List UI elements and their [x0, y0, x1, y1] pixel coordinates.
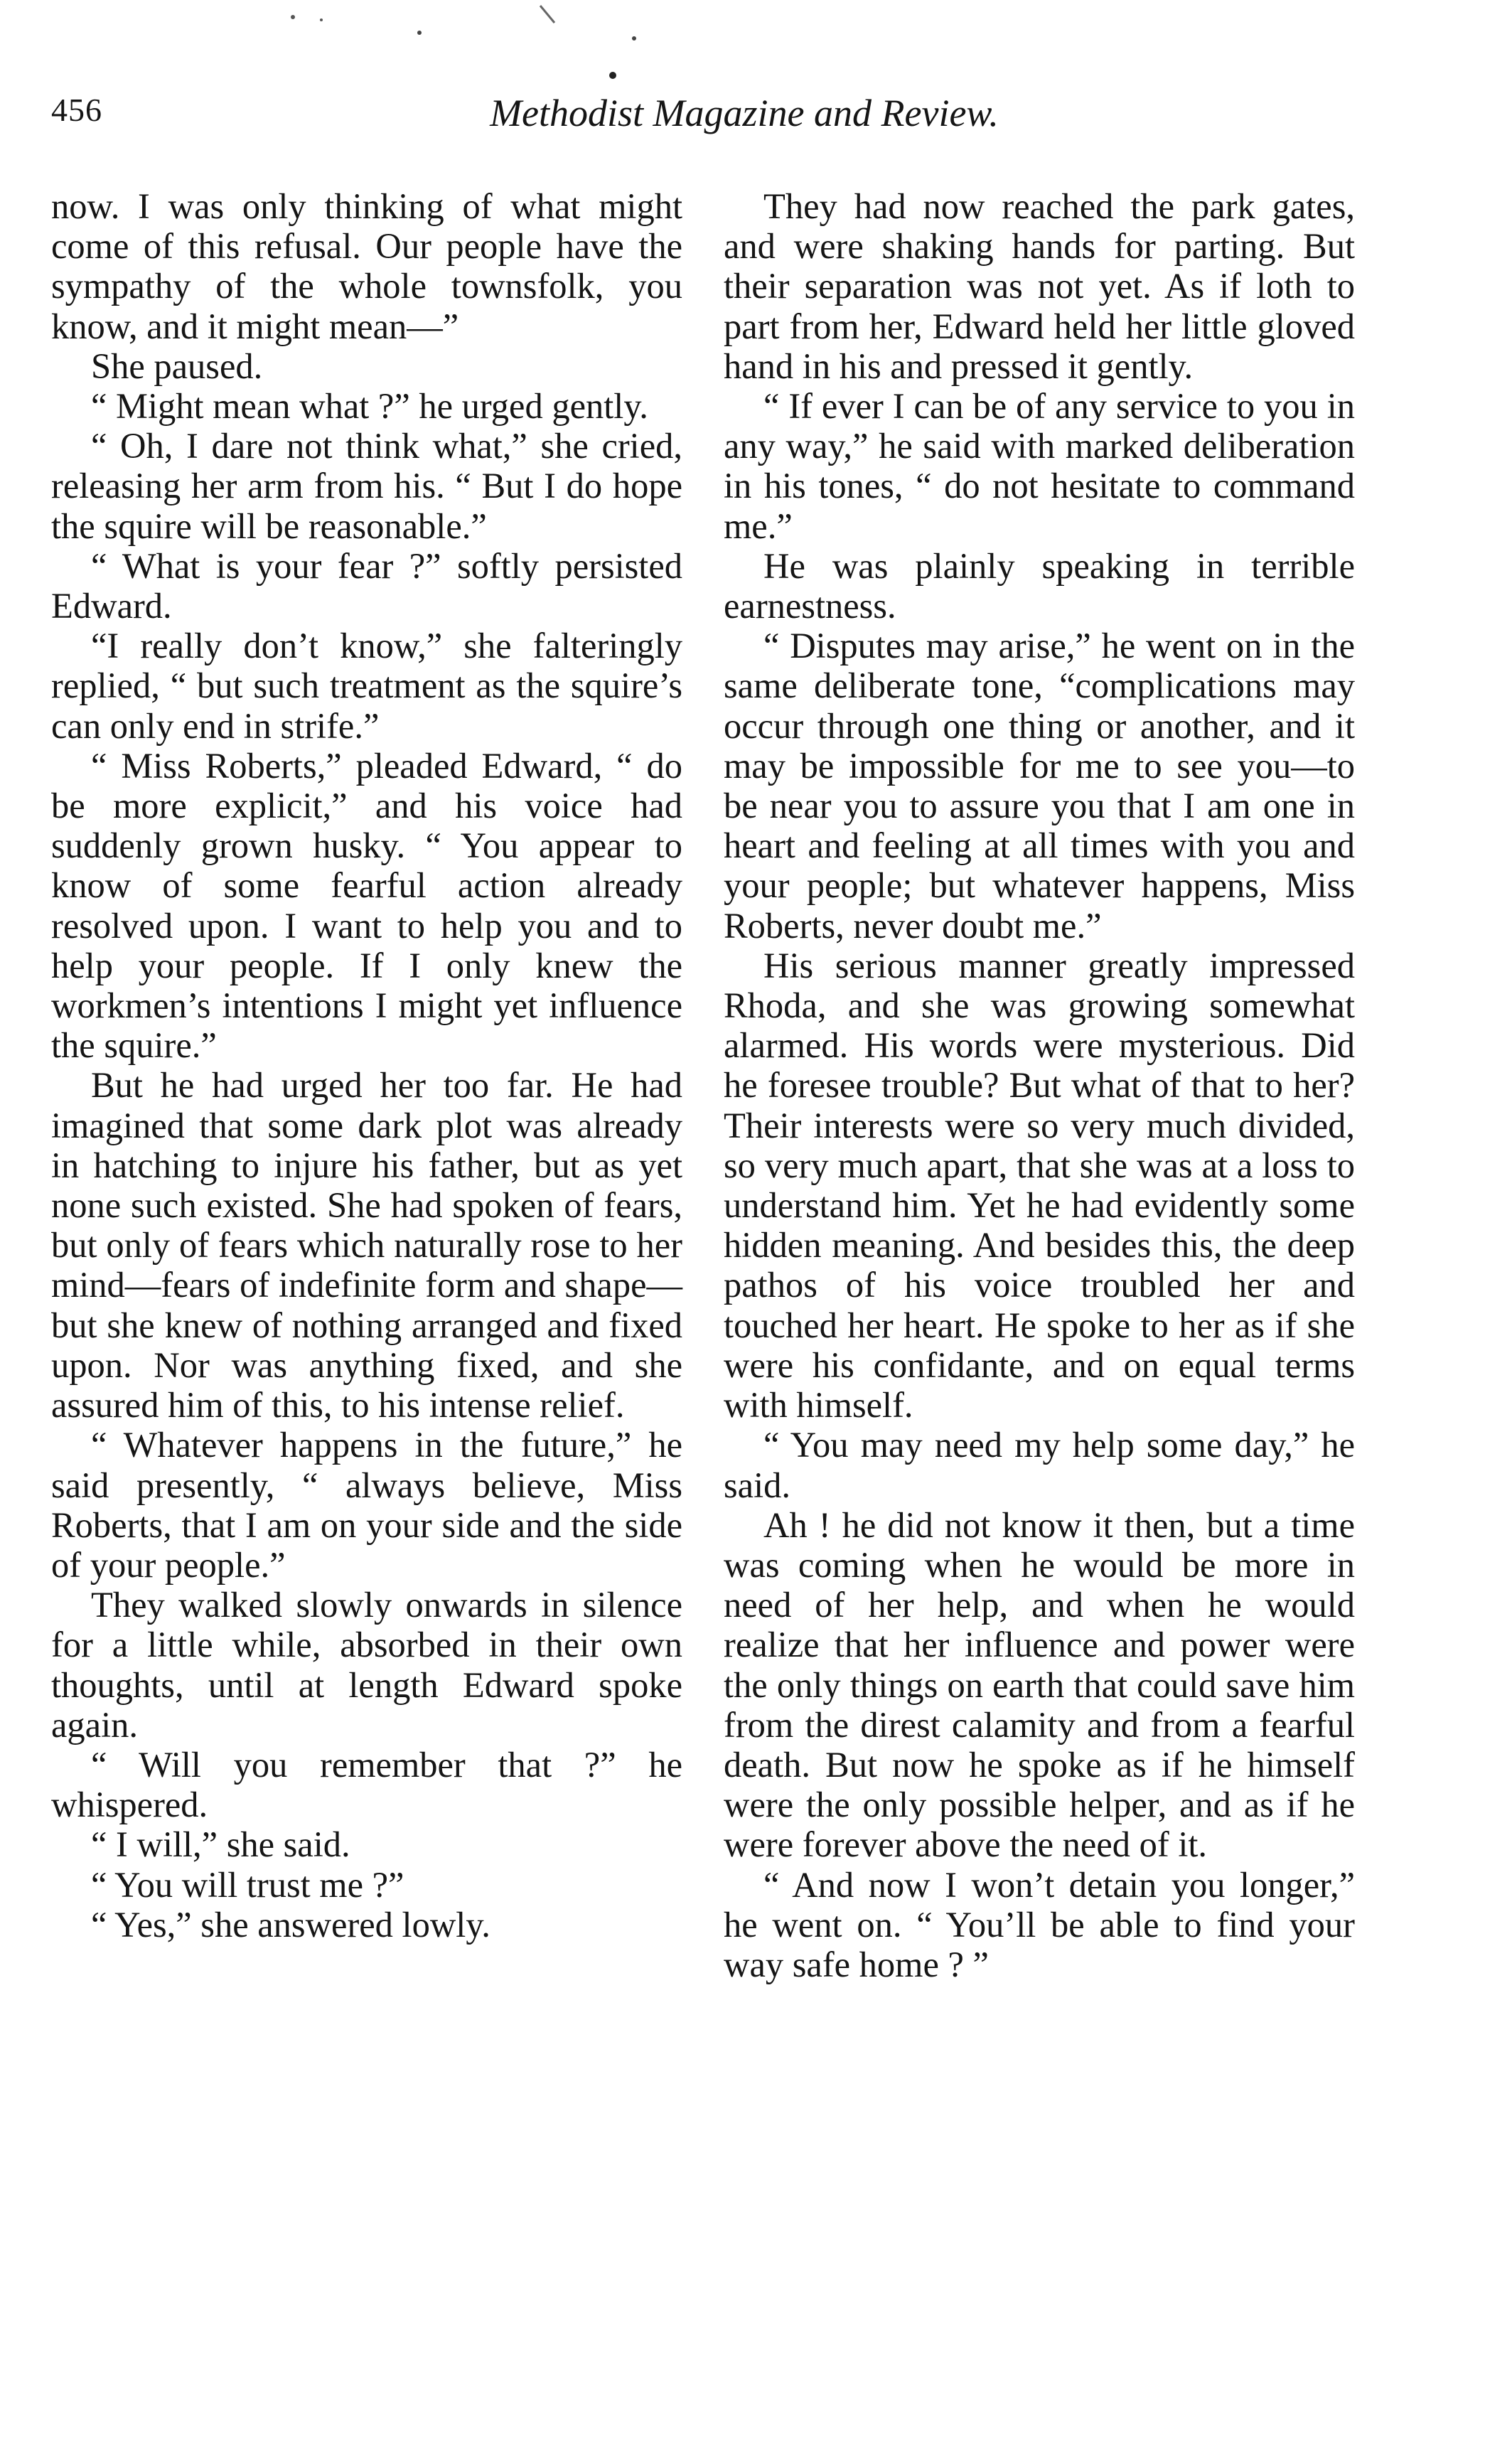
paragraph: His serious manner greatly impressed Rhoda, and she was growing somewhat alarmed. His words were mysterious. Did he foresee trouble? But what of that to her? Their interests were so very much divided, so very much apart, that she was at a loss to understand him. Yet he had evidently some hidden meaning. And besides this, the deep pathos of his voice troubled her and touched her heart. He spoke to her as if she were his confidante, and on equal terms with himself.	[724, 945, 1355, 1426]
speck-1	[291, 15, 295, 19]
paragraph: “ Will you remember that ?” he whispered.	[51, 1744, 682, 1825]
right-column	[724, 186, 1355, 1984]
running-title: Methodist Magazine and Review.	[490, 92, 999, 134]
paragraph: “ Yes,” she answered lowly.	[91, 1904, 490, 1945]
paragraph: She paused.	[91, 346, 263, 386]
speck-6	[609, 72, 616, 79]
paragraph: “ What is your fear ?” softly persisted Edward.	[51, 545, 682, 626]
paragraph: They walked slowly onwards in silence for a little while, absorbed in their own thoughts, until at length Edward spoke again.	[51, 1585, 682, 1745]
speck-3	[417, 31, 422, 35]
paragraph: “ Might mean what ?” he urged gently.	[91, 386, 648, 427]
paragraph: “ You will trust me ?”	[91, 1864, 404, 1905]
paragraph: He was plainly speaking in terrible earnestness.	[724, 545, 1355, 626]
speck-2	[320, 18, 323, 21]
paragraph: Ah ! he did not know it then, but a time was coming when he would be more in need of her help, and when he would realize that her influence and power were the only things on earth that could save him from the direst calamity and from a fearful death. But now he spoke as if he himself were the only possible helper, and as if he were forever above the need of it.	[724, 1504, 1355, 1865]
paragraph: “ You may need my help some day,” he said.	[724, 1425, 1355, 1505]
paragraph: “ I will,” she said.	[91, 1824, 350, 1865]
speck-4	[540, 6, 554, 23]
left-column	[51, 186, 682, 1945]
paragraph: “ And now I won’t detain you longer,” he went on. “ You’ll be able to find your way safe home ? ”	[724, 1864, 1355, 1984]
paragraph: They had now reached the park gates, and were shaking hands for parting. But their separation was not yet. As if loth to part from her, Edward held her little gloved hand in his and pressed it gently.	[724, 186, 1355, 386]
paragraph: “ If ever I can be of any service to you in any way,” he said with marked deliberation in his tones, “ do not hesitate to command me.”	[724, 386, 1355, 546]
speck-5	[632, 36, 636, 41]
paragraph: now. I was only thinking of what might come of this refusal. Our people have the sympathy of the whole townsfolk, you know, and it might mean—”	[51, 186, 682, 346]
paragraph: But he had urged her too far. He had imagined that some dark plot was already in hatching to injure his father, but as yet none such existed. She had spoken of fears, but only of fears which naturally rose to her mind—fears of indefinite form and shape—but she knew of nothing arranged and fixed upon. Nor was anything fixed, and she assured him of this, to his intense relief.	[51, 1065, 682, 1426]
paragraph: “ Disputes may arise,” he went on in the same deliberate tone, “complications may occur through one thing or another, and it may be impossible for me to see you—to be near you to assure you that I am one in heart and feeling at all times with you and your people; but whatever happens, Miss Roberts, never doubt me.”	[724, 626, 1355, 946]
page-number: 456	[51, 92, 102, 128]
page-header	[51, 91, 1437, 155]
paragraph: “ Oh, I dare not think what,” she cried, releasing her arm from his. “ But I do hope the squire will be reasonable.”	[51, 426, 682, 546]
paragraph: “I really don’t know,” she falteringly replied, “ but such treatment as the squire’s can only end in strife.”	[51, 626, 682, 746]
paragraph: “ Miss Roberts,” pleaded Edward, “ do be more explicit,” and his voice had suddenly grown husky. “ You appear to know of some fearful action already resolved upon. I want to help you and to help your people. If I only knew the workmen’s intentions I might yet influence the squire.”	[51, 745, 682, 1066]
paragraph: “ Whatever happens in the future,” he said presently, “ always believe, Miss Roberts, that I am on your side and the side of your people.”	[51, 1425, 682, 1585]
